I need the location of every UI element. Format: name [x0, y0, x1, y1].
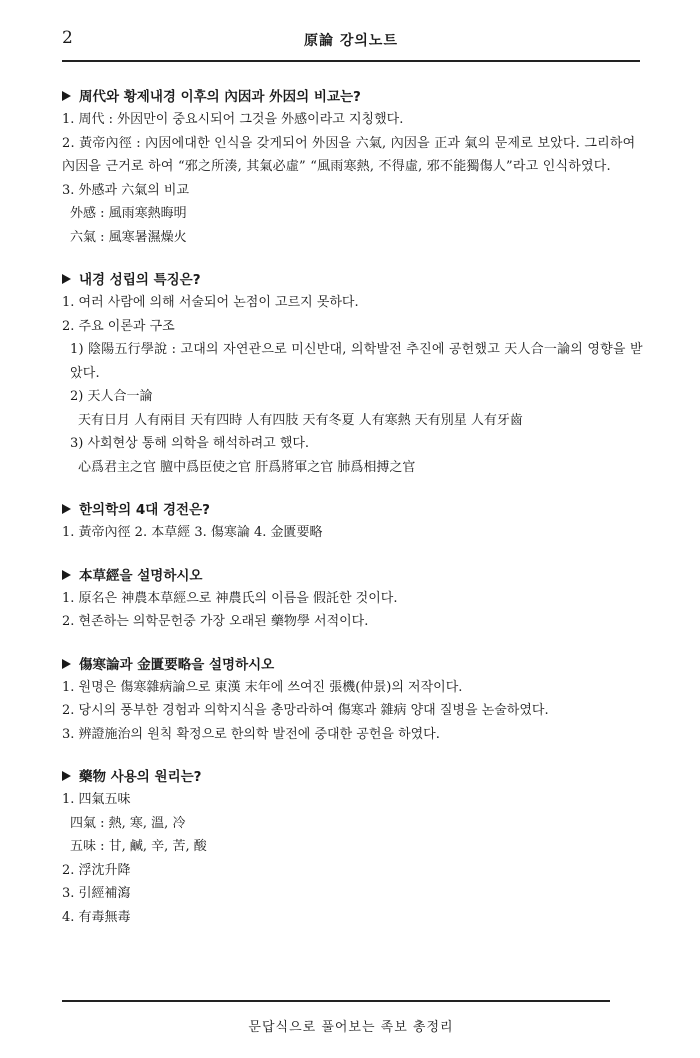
answer-line: 1. 원명은 傷寒雜病論으로 東漢 末年에 쓰여진 張機(仲景)의 저작이다. — [62, 679, 463, 695]
footer-rule — [62, 1000, 610, 1002]
triangle-bullet-icon — [62, 274, 71, 284]
section-spacer — [62, 634, 652, 654]
answer-line: 外感 : 風雨寒熱晦明 — [70, 206, 187, 221]
header-rule — [62, 60, 640, 62]
question-text: 傷寒論과 金匱要略을 설명하시오 — [79, 656, 275, 673]
triangle-bullet-icon — [62, 659, 71, 669]
question-heading — [62, 654, 652, 676]
question-section — [62, 654, 652, 747]
section-spacer — [62, 746, 652, 766]
answer-line: 六氣 : 風寒暑濕燥火 — [70, 229, 187, 245]
answer-line: 2. 당시의 풍부한 경험과 의학지식을 총망라하여 傷寒과 雜病 양대 질병을 논술하였다. — [62, 703, 549, 718]
answer-line: 2. 黃帝內徑 : 內因에대한 인식을 갖게되어 外因을 六氣, 內因을 正과 氣의 문제로 보았다. 그리하여 內因을 근거로 하여 “邪之所湊, 其氣必虛” “風雨寒熱, 不得虛, 邪不能獨傷人”라고 인식하였다. — [62, 135, 636, 174]
question-heading — [62, 766, 652, 788]
question-text: 周代와 황제내경 이후의 內因과 外因의 비교는? — [79, 89, 361, 105]
answer-line: 3. 辨證施治의 원칙 확정으로 한의학 발전에 중대한 공헌을 하였다. — [62, 726, 440, 742]
triangle-bullet-icon — [62, 570, 71, 580]
triangle-bullet-icon — [62, 771, 71, 781]
question-heading — [62, 86, 652, 108]
question-heading — [62, 565, 652, 587]
page-number: 2 — [62, 28, 73, 48]
section-spacer — [62, 545, 652, 565]
answer-line: 1. 原名은 神農本草經으로 神農氏의 이름을 假託한 것이다. — [62, 590, 398, 606]
question-text: 한의학의 4대 경전은? — [79, 502, 210, 518]
answer-line: 2. 주요 이론과 구조 — [62, 318, 175, 334]
answer-line: 2) 天人合一論 — [70, 389, 153, 404]
question-section — [62, 269, 652, 479]
answer-line: 天有日月 人有兩目 天有四時 人有四肢 天有冬夏 人有寒熱 天有別星 人有牙齒 — [78, 412, 523, 428]
running-title: 原論 강의노트 — [304, 33, 398, 49]
triangle-bullet-icon — [62, 504, 71, 514]
question-section — [62, 766, 652, 929]
answer-line: 四氣 : 熱, 寒, 溫, 冷 — [70, 815, 186, 831]
answer-line: 3. 外感과 六氣의 비교 — [62, 182, 190, 198]
answer-line: 2. 浮沈升降 — [62, 862, 131, 878]
answer-line: 3. 引經補瀉 — [62, 886, 131, 901]
answer-line: 4. 有毒無毒 — [62, 909, 131, 925]
question-text: 내경 성립의 특징은? — [79, 272, 201, 288]
answer-line: 1. 周代 : 外因만이 중요시되어 그것을 外感이라고 지칭했다. — [62, 112, 404, 127]
question-section — [62, 499, 652, 545]
section-spacer — [62, 249, 652, 269]
question-heading — [62, 499, 652, 521]
section-spacer — [62, 479, 652, 499]
page-header — [62, 24, 640, 54]
footer-title: 문답식으로 풀어보는 족보 총정리 — [248, 1020, 454, 1035]
answer-line: 1) 陰陽五行學說 : 고대의 자연관으로 미신반대, 의학발전 추진에 공헌했고 天人合一論의 영향을 받았다. — [70, 342, 643, 381]
document-body — [62, 86, 652, 929]
question-heading — [62, 269, 652, 291]
answer-line: 五味 : 甘, 鹹, 辛, 苦, 酸 — [70, 839, 207, 854]
answer-line: 2. 현존하는 의학문헌중 가장 오래된 藥物學 서적이다. — [62, 614, 369, 629]
answer-line: 1. 四氣五味 — [62, 792, 131, 807]
answer-line: 1. 黃帝內徑 2. 本草經 3. 傷寒論 4. 金匱要略 — [62, 525, 323, 540]
question-text: 藥物 사용의 원리는? — [79, 769, 202, 785]
answer-line: 1. 여러 사람에 의해 서술되어 논점이 고르지 못하다. — [62, 295, 359, 310]
question-text: 本草經을 설명하시오 — [79, 567, 203, 584]
triangle-bullet-icon — [62, 91, 71, 101]
question-section — [62, 86, 652, 249]
question-section — [62, 565, 652, 634]
answer-line: 3) 사회현상 통해 의학을 해석하려고 했다. — [70, 436, 310, 451]
answer-line: 心爲君主之官 膻中爲臣使之官 肝爲將軍之官 肺爲相搏之官 — [78, 459, 416, 475]
